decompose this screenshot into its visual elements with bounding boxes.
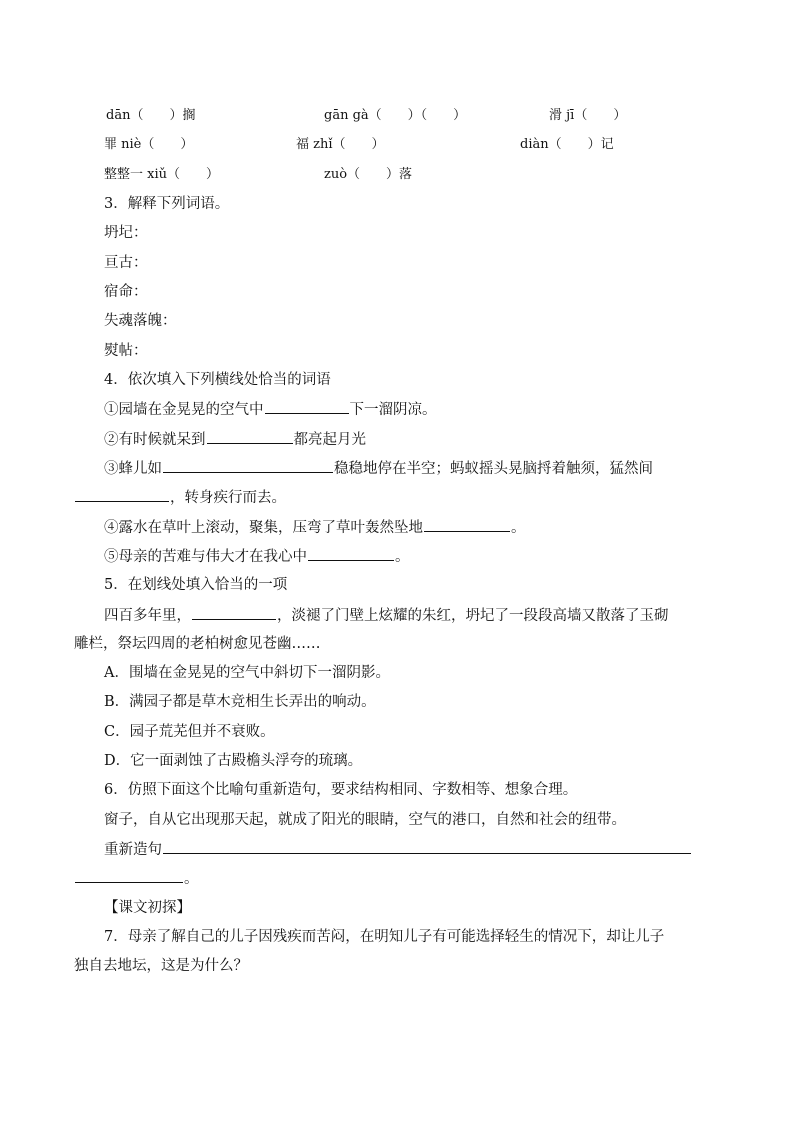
q6-prompt-line [104, 839, 692, 860]
q5-passage-line-1 [104, 605, 669, 626]
answer-blank[interactable] [424, 517, 510, 532]
option-b: B．满园子都是草木竞相生长弄出的响动。 [104, 694, 376, 710]
question-7-line-1: 7．母亲了解自己的儿子因残疾而苦闷，在明知儿子有可能选择轻生的情况下，却让儿子 [104, 929, 665, 945]
answer-blank[interactable] [308, 546, 394, 561]
pinyin-item: 罪 niè（ ） [104, 137, 194, 152]
pinyin-item: dān（ ）搁 [106, 108, 196, 123]
answer-blank[interactable] [163, 458, 333, 473]
question-5-title: 5．在划线处填入恰当的一项 [104, 577, 288, 593]
pinyin-item: gān gà（ ）（ ） [324, 108, 467, 123]
text: ，淡褪了门壁上炫耀的朱红，坍圮了一段段高墙又散落了玉砌 [277, 608, 669, 624]
q4-sentence-2 [104, 429, 366, 450]
text: ④露水在草叶上滚动，聚集，压弯了草叶轰然坠地 [104, 520, 423, 536]
answer-blank[interactable] [265, 399, 349, 414]
pinyin-item: 整整一 xiǔ（ ） [104, 167, 219, 182]
text: 下一溜阴凉。 [349, 402, 437, 418]
term-line: 熨帖： [104, 343, 148, 359]
answer-blank[interactable] [75, 487, 169, 502]
term-line: 坍圮： [104, 225, 148, 241]
text: 四百多年里， [104, 608, 191, 624]
q4-sentence-5 [104, 546, 410, 567]
q4-sentence-1 [104, 399, 437, 420]
pinyin-item: zuò（ ）落 [324, 167, 413, 182]
answer-blank[interactable] [163, 839, 691, 854]
text: ②有时候就呆到 [104, 432, 206, 448]
q4-sentence-3-cont [74, 487, 286, 508]
question-6-title: 6．仿照下面这个比喻句重新造句，要求结构相同、字数相等、想象合理。 [104, 782, 578, 798]
question-7-line-2: 独自去地坛，这是为什么？ [74, 958, 248, 974]
text: 。 [184, 871, 199, 887]
q4-sentence-3 [104, 458, 653, 479]
option-d: D．它一面剥蚀了古殿檐头浮夸的琉璃。 [104, 753, 363, 769]
text: 。 [395, 549, 410, 565]
q6-example: 窗子，自从它出现那天起，就成了阳光的眼睛，空气的港口，自然和社会的纽带。 [104, 812, 626, 828]
answer-blank[interactable] [192, 605, 276, 620]
text: 重新造句 [104, 842, 162, 858]
pinyin-item: 福 zhǐ（ ） [296, 137, 385, 152]
q6-prompt-cont [74, 868, 199, 889]
pinyin-item: diàn（ ）记 [520, 137, 614, 152]
text: ⑤母亲的苦难与伟大才在我心中 [104, 549, 307, 565]
option-c: C．园子荒芜但并不衰败。 [104, 724, 275, 740]
answer-blank[interactable] [207, 429, 293, 444]
pinyin-item: 滑 jī（ ） [549, 108, 627, 123]
answer-blank[interactable] [75, 868, 183, 883]
term-line: 失魂落魄： [104, 313, 177, 329]
term-line: 亘古： [104, 255, 148, 271]
option-a: A．围墙在金晃晃的空气中斜切下一溜阴影。 [104, 665, 390, 681]
text: 。 [511, 520, 526, 536]
q4-sentence-4 [104, 517, 526, 538]
text: ①园墙在金晃晃的空气中 [104, 402, 264, 418]
question-4-title: 4．依次填入下列横线处恰当的词语 [104, 372, 331, 388]
question-3-title: 3．解释下列词语。 [104, 196, 230, 212]
section-heading: 【课文初探】 [104, 900, 191, 916]
term-line: 宿命： [104, 284, 148, 300]
text: 稳稳地停在半空；蚂蚁摇头晃脑捋着触须，猛然间 [334, 461, 653, 477]
text: 都亮起月光 [293, 432, 366, 448]
q5-passage-line-2: 雕栏，祭坛四周的老柏树愈见苍幽…… [74, 636, 321, 652]
text: ③蜂儿如 [104, 461, 162, 477]
text: ，转身疾行而去。 [170, 490, 286, 506]
